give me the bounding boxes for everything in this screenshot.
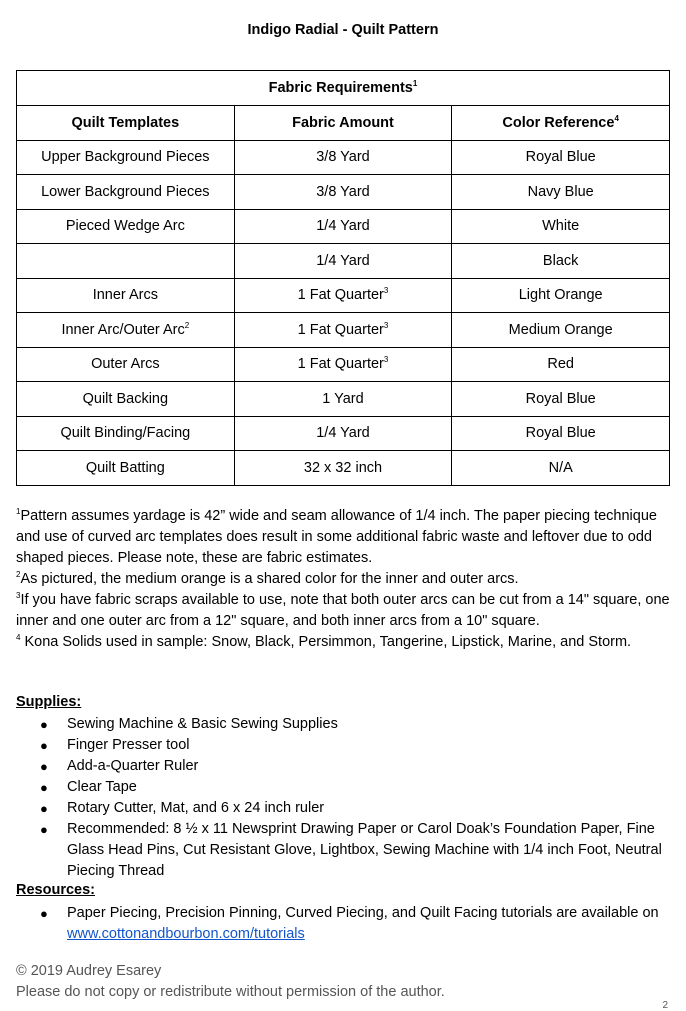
list-item [16,714,666,735]
cell-text: Light Orange [518,287,603,304]
list-item-text: Recommended: 8 ½ x 11 Newsprint Drawing Paper or Carol Doak’s Foundation Paper, Fine Glass Head Pins, Cut Resistant Glove, Lightbox, Sewing Machine with 1/4 inch Foot, Neutral Piecing Thread [67,821,662,879]
footnote-text: Kona Solids used in sample: Snow, Black, Persimmon, Tangerine, Lipstick, Marine, and Storm. [20,634,632,650]
cell-text: 1 Yard [322,390,364,407]
page-number: 2 [662,1000,668,1011]
cell-color [452,244,670,279]
cell-amount [234,278,452,313]
cell-amount [234,175,452,210]
cell-text: White [542,218,580,235]
cell-amount [234,140,452,175]
list-item-text: Rotary Cutter, Mat, and 6 x 24 inch ruler [67,800,325,816]
table-row [17,175,670,210]
list-item [16,756,666,777]
cell-text: 1 Fat Quarter [297,287,384,304]
cell-template [17,244,235,279]
cell-amount [234,451,452,486]
bullet-icon: ● [40,738,48,753]
cell-color [452,278,670,313]
cell-text: Medium Orange [508,321,613,338]
footnote-marker: 4 [16,633,21,643]
cell-text: 3/8 Yard [316,149,370,166]
cell-text: Royal Blue [525,390,596,407]
list-item [16,777,666,798]
footnote-ref: 3 [383,320,389,330]
resources-list [16,903,666,945]
footnote-text: Pattern assumes yardage is 42” wide and seam allowance of 1/4 inch. The paper piecing technique and use of curved arc templates does result in some additional fabric waste and leftover due to odd shaped pieces. Please note, these are fabric estimates. [16,508,657,566]
tutorials-link[interactable]: www.cottonandbourbon.com/tutorials [67,926,305,942]
cell-text: Navy Blue [527,183,594,200]
column-header-text: Quilt Templates [71,114,180,131]
footnote-3 [16,590,671,632]
cell-text: Quilt Binding/Facing [60,425,191,442]
list-item [16,735,666,756]
column-header-color [452,106,670,141]
cell-text: Quilt Backing [82,390,169,407]
column-header-templates [17,106,235,141]
table-row [17,278,670,313]
cell-text: Inner Arcs [92,287,158,304]
bullet-icon: ● [40,780,48,795]
footnote-4 [16,632,671,653]
table-row [17,347,670,382]
bullet-icon: ● [40,801,48,816]
cell-color [452,313,670,348]
bullet-icon: ● [40,822,48,837]
cell-color [452,382,670,417]
table-row [17,382,670,417]
cell-template [17,175,235,210]
footnote-ref: 1 [412,79,418,89]
cell-text: Pieced Wedge Arc [65,218,185,235]
footnote-text: As pictured, the medium orange is a shared color for the inner and outer arcs. [20,571,519,587]
footnote-marker: 3 [16,591,21,601]
footnote-ref: 3 [383,286,389,296]
cell-text: 3/8 Yard [316,183,370,200]
footnote-ref: 3 [383,355,389,365]
footnote-1 [16,506,671,569]
cell-text: Outer Arcs [91,356,160,373]
cell-text: Royal Blue [525,425,596,442]
cell-text: Black [542,252,579,269]
supplies-heading: Supplies: [16,694,82,710]
supplies-list [16,714,666,882]
cell-color [452,209,670,244]
cell-amount [234,416,452,451]
footnote-ref: 2 [184,320,190,330]
table-row [17,313,670,348]
list-item-text: Add-a-Quarter Ruler [67,758,199,774]
cell-template [17,382,235,417]
bullet-icon: ● [40,906,48,921]
cell-amount [234,244,452,279]
cell-text: 1 Fat Quarter [297,321,384,338]
cell-template [17,278,235,313]
cell-text: 1/4 Yard [316,425,370,442]
cell-text: 1/4 Yard [316,218,370,235]
footnotes [16,506,671,653]
cell-template [17,347,235,382]
bullet-icon: ● [40,759,48,774]
list-item-text: Sewing Machine & Basic Sewing Supplies [67,716,338,732]
cell-color [452,347,670,382]
document-title: Indigo Radial - Quilt Pattern [247,22,439,38]
column-header-amount [234,106,452,141]
table-row [17,451,670,486]
table-row [17,416,670,451]
cell-text: Lower Background Pieces [41,183,210,200]
cell-amount [234,382,452,417]
cell-amount [234,313,452,348]
cell-color [452,140,670,175]
footer [16,961,445,1003]
column-header-text: Fabric Amount [292,114,394,131]
cell-template [17,209,235,244]
list-item-text: Clear Tape [67,779,137,795]
cell-text: Inner Arc/Outer Arc [61,321,185,338]
fabric-requirements-table [16,70,670,486]
list-item-text: Finger Presser tool [67,737,190,753]
table-caption [17,71,670,106]
footnote-text: If you have fabric scraps available to use, note that both outer arcs can be cut from a 14" square, one inner and one outer arc from a 12" square, and both inner arcs from a 10" square. [16,592,670,629]
footnote-marker: 1 [16,507,21,517]
cell-text: 1 Fat Quarter [297,356,384,373]
cell-amount [234,209,452,244]
column-header-text: Color Reference [502,114,615,131]
cell-text: N/A [548,459,573,476]
cell-text: 32 x 32 inch [303,459,383,476]
table-caption-text: Fabric Requirements [268,80,413,96]
cell-text: Red [547,356,574,373]
table-row [17,209,670,244]
list-item [16,903,666,945]
cell-template [17,416,235,451]
cell-color [452,451,670,486]
cell-text: Upper Background Pieces [41,149,210,166]
cell-text: 1/4 Yard [316,252,370,269]
cell-color [452,416,670,451]
table-row [17,244,670,279]
list-item [16,819,666,882]
cell-template [17,451,235,486]
footnote-2 [16,569,671,590]
cell-amount [234,347,452,382]
copyright: © 2019 Audrey Esarey [16,963,162,979]
footnote-marker: 2 [16,570,21,580]
cell-text: Quilt Batting [85,459,165,476]
table-row [17,140,670,175]
resources-heading: Resources: [16,882,95,898]
cell-text: Royal Blue [525,149,596,166]
cell-color [452,175,670,210]
cell-template [17,140,235,175]
list-item [16,798,666,819]
list-item-text: Paper Piecing, Precision Pinning, Curved Piecing, and Quilt Facing tutorials are available on [67,905,659,921]
footnote-ref: 4 [614,113,619,123]
copy-notice: Please do not copy or redistribute without permission of the author. [16,984,445,1000]
cell-template [17,313,235,348]
bullet-icon: ● [40,717,48,732]
